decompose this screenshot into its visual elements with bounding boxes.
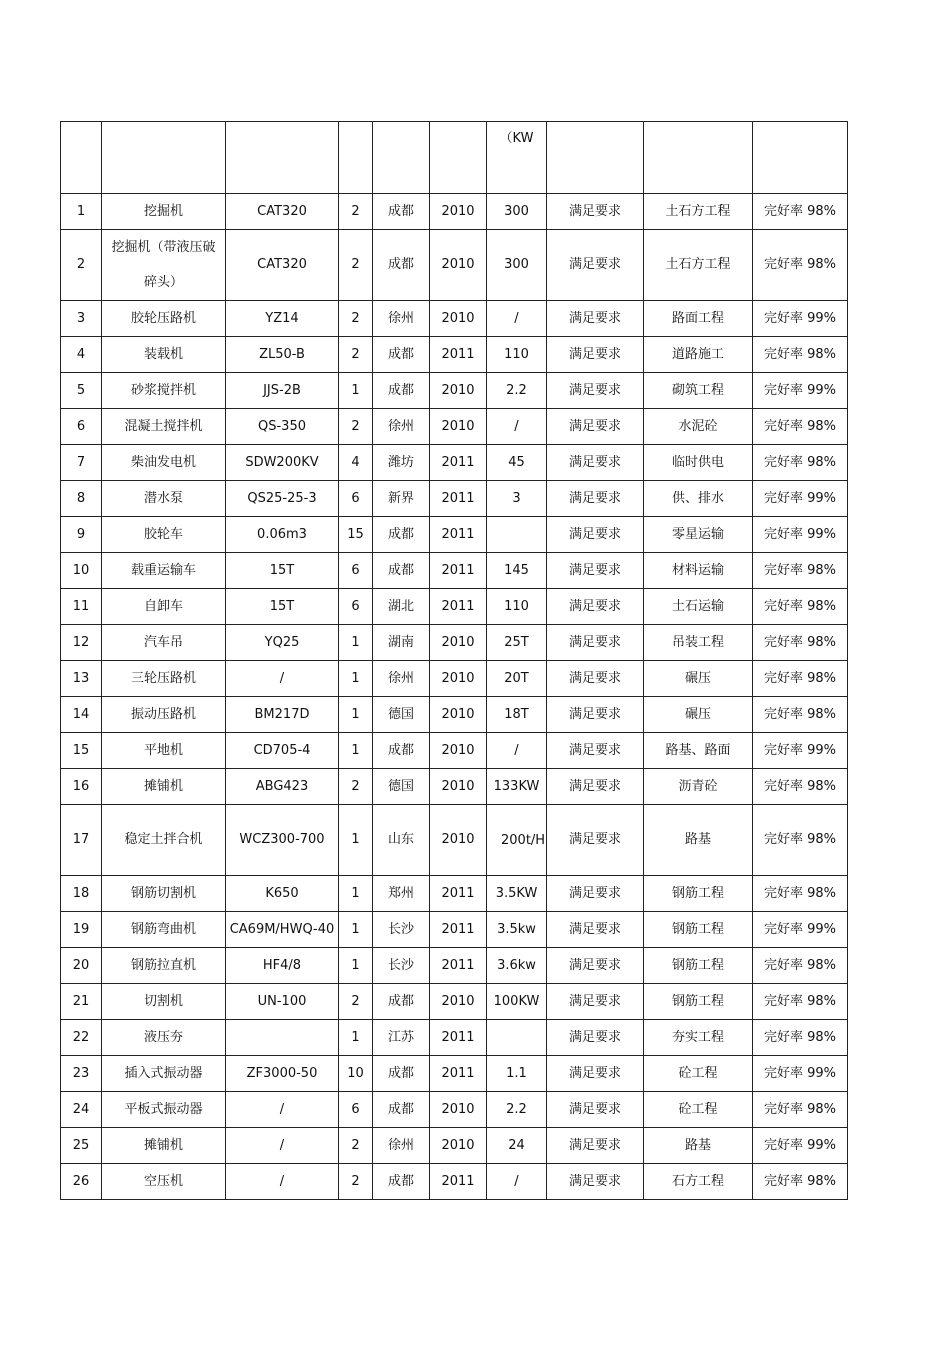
cell-no: 23 (61, 1056, 102, 1092)
cell-rate: 完好率 98% (753, 876, 848, 912)
cell-origin: 徐州 (373, 661, 430, 697)
cell-rate: 完好率 98% (753, 1092, 848, 1128)
cell-no: 5 (61, 373, 102, 409)
cell-no: 17 (61, 805, 102, 876)
cell-use: 碾压 (644, 661, 753, 697)
cell-status: 满足要求 (547, 301, 644, 337)
cell-use: 路基、路面 (644, 733, 753, 769)
cell-origin: 湖北 (373, 589, 430, 625)
cell-year: 2011 (430, 481, 487, 517)
cell-origin: 新界 (373, 481, 430, 517)
table-body (61, 122, 848, 1200)
cell-year: 2010 (430, 984, 487, 1020)
cell-qty: 6 (339, 481, 373, 517)
cell-qty: 1 (339, 625, 373, 661)
cell-status: 满足要求 (547, 948, 644, 984)
cell-rate: 完好率 98% (753, 553, 848, 589)
cell-origin: 成都 (373, 553, 430, 589)
cell-qty: 1 (339, 912, 373, 948)
cell-year: 2011 (430, 1020, 487, 1056)
cell-use: 土石方工程 (644, 230, 753, 301)
cell-name: 平地机 (102, 733, 226, 769)
cell-no: 26 (61, 1164, 102, 1200)
cell-model: QS-350 (226, 409, 339, 445)
table-row (61, 517, 848, 553)
cell-model: / (226, 1128, 339, 1164)
cell-rate: 完好率 99% (753, 1056, 848, 1092)
cell-model: CA69M/HWQ-40 (226, 912, 339, 948)
cell-name: 插入式振动器 (102, 1056, 226, 1092)
cell-status: 满足要求 (547, 517, 644, 553)
cell-name: 三轮压路机 (102, 661, 226, 697)
cell-no: 9 (61, 517, 102, 553)
cell-power: 145 (487, 553, 547, 589)
cell-status: 满足要求 (547, 805, 644, 876)
cell-origin: 成都 (373, 1056, 430, 1092)
cell-model: WCZ300-700 (226, 805, 339, 876)
cell-model: BM217D (226, 697, 339, 733)
cell-qty: 1 (339, 805, 373, 876)
cell-power: 3 (487, 481, 547, 517)
cell-qty: 2 (339, 230, 373, 301)
cell-rate: 完好率 99% (753, 912, 848, 948)
table-row (61, 661, 848, 697)
cell-qty: 1 (339, 733, 373, 769)
cell-year: 2010 (430, 661, 487, 697)
cell-status: 满足要求 (547, 625, 644, 661)
cell-year: 2010 (430, 373, 487, 409)
header-cell-status (547, 122, 644, 194)
header-cell-model (226, 122, 339, 194)
cell-use: 水泥砼 (644, 409, 753, 445)
cell-no: 6 (61, 409, 102, 445)
cell-model: QS25-25-3 (226, 481, 339, 517)
cell-no: 15 (61, 733, 102, 769)
cell-no: 21 (61, 984, 102, 1020)
cell-rate: 完好率 99% (753, 373, 848, 409)
cell-status: 满足要求 (547, 1164, 644, 1200)
cell-no: 1 (61, 194, 102, 230)
cell-model: / (226, 661, 339, 697)
cell-use: 石方工程 (644, 1164, 753, 1200)
cell-status: 满足要求 (547, 230, 644, 301)
table-row (61, 337, 848, 373)
cell-year: 2011 (430, 517, 487, 553)
cell-model: 15T (226, 589, 339, 625)
cell-no: 2 (61, 230, 102, 301)
cell-origin: 德国 (373, 769, 430, 805)
cell-name: 平板式振动器 (102, 1092, 226, 1128)
cell-model: CD705-4 (226, 733, 339, 769)
cell-use: 吊装工程 (644, 625, 753, 661)
cell-model: YQ25 (226, 625, 339, 661)
cell-year: 2010 (430, 733, 487, 769)
cell-use: 道路施工 (644, 337, 753, 373)
cell-model (226, 1020, 339, 1056)
cell-origin: 山东 (373, 805, 430, 876)
cell-origin: 徐州 (373, 1128, 430, 1164)
cell-qty: 1 (339, 661, 373, 697)
cell-no: 8 (61, 481, 102, 517)
cell-origin: 长沙 (373, 912, 430, 948)
table-row (61, 948, 848, 984)
cell-power: 24 (487, 1128, 547, 1164)
cell-name: 钢筋拉直机 (102, 948, 226, 984)
cell-power (487, 1020, 547, 1056)
cell-model: K650 (226, 876, 339, 912)
cell-status: 满足要求 (547, 373, 644, 409)
cell-rate: 完好率 98% (753, 948, 848, 984)
cell-use: 路基 (644, 805, 753, 876)
cell-model: SDW200KV (226, 445, 339, 481)
cell-rate: 完好率 99% (753, 301, 848, 337)
cell-year: 2010 (430, 1092, 487, 1128)
cell-name: 柴油发电机 (102, 445, 226, 481)
cell-use: 钢筋工程 (644, 984, 753, 1020)
cell-rate: 完好率 98% (753, 194, 848, 230)
cell-year: 2011 (430, 948, 487, 984)
cell-model: 15T (226, 553, 339, 589)
cell-status: 满足要求 (547, 1056, 644, 1092)
cell-origin: 成都 (373, 733, 430, 769)
cell-no: 4 (61, 337, 102, 373)
cell-no: 10 (61, 553, 102, 589)
cell-power: 300 (487, 230, 547, 301)
cell-qty: 4 (339, 445, 373, 481)
table-row (61, 1056, 848, 1092)
cell-power: / (487, 1164, 547, 1200)
cell-status: 满足要求 (547, 1020, 644, 1056)
cell-rate: 完好率 98% (753, 661, 848, 697)
cell-origin: 德国 (373, 697, 430, 733)
cell-origin: 成都 (373, 1092, 430, 1128)
cell-status: 满足要求 (547, 589, 644, 625)
cell-status: 满足要求 (547, 553, 644, 589)
cell-origin: 成都 (373, 373, 430, 409)
cell-qty: 1 (339, 948, 373, 984)
header-cell-use (644, 122, 753, 194)
cell-use: 钢筋工程 (644, 876, 753, 912)
table-row (61, 1020, 848, 1056)
cell-year: 2010 (430, 194, 487, 230)
table-row (61, 769, 848, 805)
table-row (61, 194, 848, 230)
table-row (61, 481, 848, 517)
table-row (61, 445, 848, 481)
header-cell-qty (339, 122, 373, 194)
cell-name: 汽车吊 (102, 625, 226, 661)
cell-year: 2010 (430, 230, 487, 301)
cell-use: 钢筋工程 (644, 912, 753, 948)
cell-name: 稳定土拌合机 (102, 805, 226, 876)
cell-rate: 完好率 98% (753, 337, 848, 373)
cell-use: 零星运输 (644, 517, 753, 553)
cell-rate: 完好率 99% (753, 1128, 848, 1164)
cell-name: 摊铺机 (102, 769, 226, 805)
cell-year: 2011 (430, 1056, 487, 1092)
cell-model: CAT320 (226, 230, 339, 301)
cell-power: / (487, 301, 547, 337)
table-row (61, 733, 848, 769)
cell-status: 满足要求 (547, 481, 644, 517)
cell-qty: 2 (339, 1128, 373, 1164)
cell-name: 砂浆搅拌机 (102, 373, 226, 409)
cell-rate: 完好率 98% (753, 1164, 848, 1200)
cell-name: 切割机 (102, 984, 226, 1020)
cell-power: 2.2 (487, 373, 547, 409)
header-cell-rate (753, 122, 848, 194)
cell-use: 碾压 (644, 697, 753, 733)
cell-origin: 湖南 (373, 625, 430, 661)
cell-status: 满足要求 (547, 1092, 644, 1128)
cell-status: 满足要求 (547, 733, 644, 769)
cell-origin: 成都 (373, 337, 430, 373)
cell-use: 土石方工程 (644, 194, 753, 230)
cell-origin: 郑州 (373, 876, 430, 912)
cell-power: 45 (487, 445, 547, 481)
cell-year: 2010 (430, 301, 487, 337)
cell-status: 满足要求 (547, 445, 644, 481)
cell-use: 夯实工程 (644, 1020, 753, 1056)
cell-year: 2010 (430, 805, 487, 876)
cell-no: 25 (61, 1128, 102, 1164)
table-row (61, 589, 848, 625)
cell-origin: 徐州 (373, 409, 430, 445)
cell-origin: 成都 (373, 230, 430, 301)
cell-no: 18 (61, 876, 102, 912)
cell-rate: 完好率 98% (753, 409, 848, 445)
cell-year: 2011 (430, 589, 487, 625)
cell-no: 22 (61, 1020, 102, 1056)
cell-year: 2011 (430, 337, 487, 373)
cell-rate: 完好率 99% (753, 517, 848, 553)
cell-qty: 2 (339, 301, 373, 337)
cell-name: 挖掘机（带液压破碎头） (102, 230, 226, 301)
cell-qty: 2 (339, 984, 373, 1020)
cell-use: 砼工程 (644, 1092, 753, 1128)
cell-no: 12 (61, 625, 102, 661)
cell-status: 满足要求 (547, 876, 644, 912)
cell-name: 摊铺机 (102, 1128, 226, 1164)
cell-qty: 6 (339, 589, 373, 625)
cell-name: 空压机 (102, 1164, 226, 1200)
cell-rate: 完好率 99% (753, 481, 848, 517)
cell-power: 300 (487, 194, 547, 230)
cell-status: 满足要求 (547, 661, 644, 697)
cell-no: 19 (61, 912, 102, 948)
cell-origin: 成都 (373, 1164, 430, 1200)
cell-name: 胶轮车 (102, 517, 226, 553)
cell-year: 2010 (430, 697, 487, 733)
cell-model: ABG423 (226, 769, 339, 805)
cell-no: 14 (61, 697, 102, 733)
cell-power: 133KW (487, 769, 547, 805)
cell-name: 装载机 (102, 337, 226, 373)
table-row (61, 697, 848, 733)
cell-origin: 长沙 (373, 948, 430, 984)
cell-no: 7 (61, 445, 102, 481)
cell-model: HF4/8 (226, 948, 339, 984)
cell-status: 满足要求 (547, 697, 644, 733)
cell-power: 3.6kw (487, 948, 547, 984)
cell-use: 砌筑工程 (644, 373, 753, 409)
table-row (61, 876, 848, 912)
cell-qty: 15 (339, 517, 373, 553)
cell-rate: 完好率 99% (753, 733, 848, 769)
cell-no: 13 (61, 661, 102, 697)
cell-use: 钢筋工程 (644, 948, 753, 984)
cell-name: 潜水泵 (102, 481, 226, 517)
header-cell-year (430, 122, 487, 194)
cell-rate: 完好率 98% (753, 697, 848, 733)
cell-use: 沥青砼 (644, 769, 753, 805)
cell-year: 2010 (430, 409, 487, 445)
cell-qty: 10 (339, 1056, 373, 1092)
cell-status: 满足要求 (547, 984, 644, 1020)
cell-name: 自卸车 (102, 589, 226, 625)
header-cell-power: （KW (487, 122, 547, 194)
cell-name: 混凝土搅拌机 (102, 409, 226, 445)
cell-year: 2010 (430, 769, 487, 805)
header-cell-origin (373, 122, 430, 194)
cell-power: 100KW (487, 984, 547, 1020)
cell-power: 110 (487, 589, 547, 625)
cell-status: 满足要求 (547, 409, 644, 445)
cell-origin: 江苏 (373, 1020, 430, 1056)
cell-name: 振动压路机 (102, 697, 226, 733)
cell-model: JJS-2B (226, 373, 339, 409)
cell-rate: 完好率 98% (753, 984, 848, 1020)
cell-status: 满足要求 (547, 194, 644, 230)
cell-power: 25T (487, 625, 547, 661)
cell-model: ZL50-B (226, 337, 339, 373)
cell-origin: 潍坊 (373, 445, 430, 481)
cell-model: 0.06m3 (226, 517, 339, 553)
cell-power: 18T (487, 697, 547, 733)
cell-qty: 1 (339, 876, 373, 912)
cell-power: 20T (487, 661, 547, 697)
cell-rate: 完好率 98% (753, 230, 848, 301)
table-row (61, 1092, 848, 1128)
cell-no: 24 (61, 1092, 102, 1128)
cell-no: 20 (61, 948, 102, 984)
cell-use: 材料运输 (644, 553, 753, 589)
table-row (61, 230, 848, 301)
cell-rate: 完好率 98% (753, 769, 848, 805)
cell-model: / (226, 1164, 339, 1200)
cell-name: 胶轮压路机 (102, 301, 226, 337)
header-row (61, 122, 848, 194)
cell-name: 挖掘机 (102, 194, 226, 230)
cell-name: 钢筋切割机 (102, 876, 226, 912)
table-row (61, 1128, 848, 1164)
cell-status: 满足要求 (547, 912, 644, 948)
table-row (61, 373, 848, 409)
table-row (61, 805, 848, 876)
cell-qty: 1 (339, 697, 373, 733)
cell-status: 满足要求 (547, 1128, 644, 1164)
cell-year: 2011 (430, 445, 487, 481)
cell-qty: 6 (339, 1092, 373, 1128)
cell-power: 3.5kw (487, 912, 547, 948)
cell-model: UN-100 (226, 984, 339, 1020)
cell-qty: 1 (339, 373, 373, 409)
cell-power: 1.1 (487, 1056, 547, 1092)
cell-origin: 徐州 (373, 301, 430, 337)
cell-use: 土石运输 (644, 589, 753, 625)
cell-model: CAT320 (226, 194, 339, 230)
cell-power: 200t/H (487, 805, 547, 876)
cell-model: / (226, 1092, 339, 1128)
cell-use: 砼工程 (644, 1056, 753, 1092)
cell-power: / (487, 733, 547, 769)
cell-power: / (487, 409, 547, 445)
cell-use: 供、排水 (644, 481, 753, 517)
cell-use: 路面工程 (644, 301, 753, 337)
table-row (61, 553, 848, 589)
cell-rate: 完好率 98% (753, 589, 848, 625)
table-row (61, 912, 848, 948)
cell-qty: 1 (339, 1020, 373, 1056)
cell-model: ZF3000-50 (226, 1056, 339, 1092)
cell-power (487, 517, 547, 553)
cell-rate: 完好率 98% (753, 805, 848, 876)
cell-no: 16 (61, 769, 102, 805)
cell-origin: 成都 (373, 194, 430, 230)
cell-name: 钢筋弯曲机 (102, 912, 226, 948)
table-row (61, 984, 848, 1020)
cell-name: 液压夯 (102, 1020, 226, 1056)
table-row (61, 625, 848, 661)
cell-rate: 完好率 98% (753, 445, 848, 481)
cell-status: 满足要求 (547, 769, 644, 805)
cell-name: 载重运输车 (102, 553, 226, 589)
cell-rate: 完好率 98% (753, 625, 848, 661)
cell-qty: 2 (339, 769, 373, 805)
header-cell-no (61, 122, 102, 194)
cell-rate: 完好率 98% (753, 1020, 848, 1056)
cell-status: 满足要求 (547, 337, 644, 373)
cell-year: 2011 (430, 876, 487, 912)
table-row (61, 301, 848, 337)
cell-year: 2010 (430, 1128, 487, 1164)
cell-no: 11 (61, 589, 102, 625)
equipment-table (60, 121, 848, 1200)
cell-qty: 2 (339, 409, 373, 445)
cell-year: 2010 (430, 625, 487, 661)
cell-power: 110 (487, 337, 547, 373)
cell-year: 2011 (430, 912, 487, 948)
cell-qty: 2 (339, 194, 373, 230)
cell-no: 3 (61, 301, 102, 337)
cell-power: 3.5KW (487, 876, 547, 912)
cell-qty: 2 (339, 337, 373, 373)
cell-use: 临时供电 (644, 445, 753, 481)
table-row (61, 409, 848, 445)
cell-power: 2.2 (487, 1092, 547, 1128)
cell-origin: 成都 (373, 517, 430, 553)
cell-year: 2011 (430, 1164, 487, 1200)
cell-model: YZ14 (226, 301, 339, 337)
header-cell-name (102, 122, 226, 194)
cell-origin: 成都 (373, 984, 430, 1020)
cell-qty: 6 (339, 553, 373, 589)
cell-use: 路基 (644, 1128, 753, 1164)
cell-qty: 2 (339, 1164, 373, 1200)
table-row (61, 1164, 848, 1200)
cell-year: 2011 (430, 553, 487, 589)
